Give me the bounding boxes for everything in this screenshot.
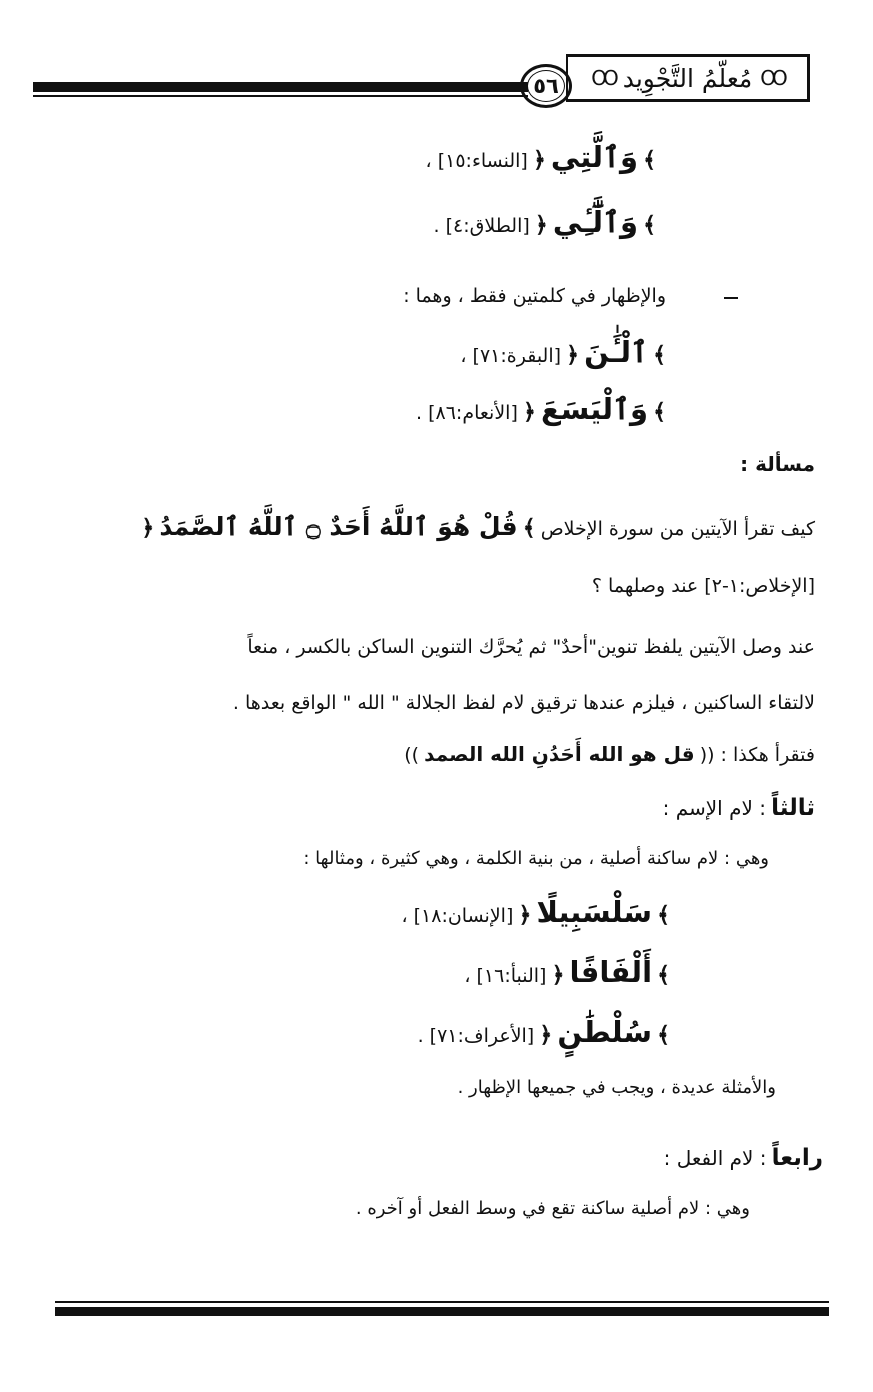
ordinal-fourth: رابعاً: [771, 1145, 823, 1171]
izhar-intro: والإظهار في كلمتين فقط ، وهما :: [403, 285, 666, 307]
surah-reference: [البقرة:٧١] ،: [460, 345, 562, 367]
example-ism-1: ﴾ سَلْسَبِيلًا ﴿ [الإنسان:١٨] ،: [401, 895, 670, 929]
masala-heading: مسألة :: [740, 452, 815, 476]
header-rule-thick: [33, 82, 528, 92]
footer-rule-thick: [55, 1307, 829, 1316]
quran-word: وَٱلَّٰٓـِٔي: [552, 205, 639, 239]
quran-word: أَلْفَافًا: [569, 955, 653, 989]
surah-reference: [النبأ:١٦] ،: [464, 965, 547, 987]
running-title: [566, 54, 810, 102]
answer-line-1: عند وصل الآيتين يلفظ تنوين"أحدٌ" ثم يُحرَّك التنوين الساكن بالكسر ، منعاً: [247, 636, 815, 658]
book-title: مُعلّمُ التَّجْوِيد: [622, 63, 753, 93]
lam-fil-definition: وهي : لام أصلية ساكنة تقع في وسط الفعل أو آخره .: [355, 1198, 750, 1219]
example-line-4: ﴾ وَٱلْيَسَعَ ﴿ [الأنعام:٨٦] .: [416, 392, 666, 426]
section-heading-third: ثالثاً : لام الإسم :: [662, 795, 815, 821]
quran-word: وَٱلْيَسَعَ: [540, 392, 649, 426]
ikhlas-verses: قُلْ هُوَ ٱللَّهُ أَحَدٌ ۝ ٱللَّهُ ٱلصَّمَدُ: [159, 512, 518, 541]
quran-word: وَٱلَّتِي: [550, 140, 639, 174]
example-ism-3: ﴾ سُلْطَٰنٍ ﴿ [الأعراف:٧١] .: [417, 1015, 670, 1049]
pronunciation-example: قل هو الله أَحَدُنِ الله الصمد: [424, 742, 695, 766]
surah-reference: [الإنسان:١٨] ،: [401, 905, 514, 927]
page-number: ٥٦: [520, 64, 572, 108]
surah-reference: [الأعراف:٧١] .: [417, 1025, 535, 1047]
examples-note: والأمثلة عديدة ، ويجب في جميعها الإظهار .: [457, 1077, 776, 1098]
header-rule-thin: [33, 95, 528, 97]
surah-reference: [الطلاق:٤] .: [433, 215, 530, 237]
ordinal-third: ثالثاً: [771, 795, 815, 821]
example-ism-2: ﴾ أَلْفَافًا ﴿ [النبأ:١٦] ،: [464, 955, 670, 989]
ornament-right: OO: [760, 66, 784, 90]
quran-word: سَلْسَبِيلًا: [536, 895, 653, 929]
footer-rule-thin: [55, 1301, 829, 1303]
quran-word: ٱلْـَٰٔنَ: [584, 335, 649, 369]
question-reference: [الإخلاص:١-٢] عند وصلهما ؟: [591, 575, 815, 597]
example-line-1: ﴾ وَٱلَّتِي ﴿ [النساء:١٥] ،: [425, 140, 656, 174]
answer-line-2: لالتقاء الساكنين ، فيلزم عندها ترقيق لام لفظ الجلالة " الله " الواقع بعدها .: [232, 692, 815, 714]
question-line: كيف تقرأ الآيتين من سورة الإخلاص ﴾ قُلْ هُوَ ٱللَّهُ أَحَدٌ ۝ ٱللَّهُ ٱلصَّمَدُ ﴿: [141, 512, 815, 541]
surah-reference: [الأنعام:٨٦] .: [416, 402, 518, 424]
lam-ism-definition: وهي : لام ساكنة أصلية ، من بنية الكلمة ، وهي كثيرة ، ومثالها :: [303, 848, 769, 869]
example-line-2: ﴾ وَٱلَّٰٓـِٔي ﴿ [الطلاق:٤] .: [433, 205, 656, 239]
question-text: كيف تقرأ الآيتين من سورة الإخلاص: [540, 518, 815, 540]
ornament-left: OO: [591, 66, 615, 90]
example-line-3: ﴾ ٱلْـَٰٔنَ ﴿ [البقرة:٧١] ،: [460, 335, 666, 369]
list-dash: [724, 297, 738, 299]
answer-line-3: فتقرأ هكذا : (( قل هو الله أَحَدُنِ الله الصمد )): [404, 742, 815, 766]
section-heading-fourth: رابعاً : لام الفعل :: [663, 1145, 823, 1171]
quran-word: سُلْطَٰنٍ: [557, 1015, 653, 1049]
surah-reference: [النساء:١٥] ،: [425, 150, 528, 172]
